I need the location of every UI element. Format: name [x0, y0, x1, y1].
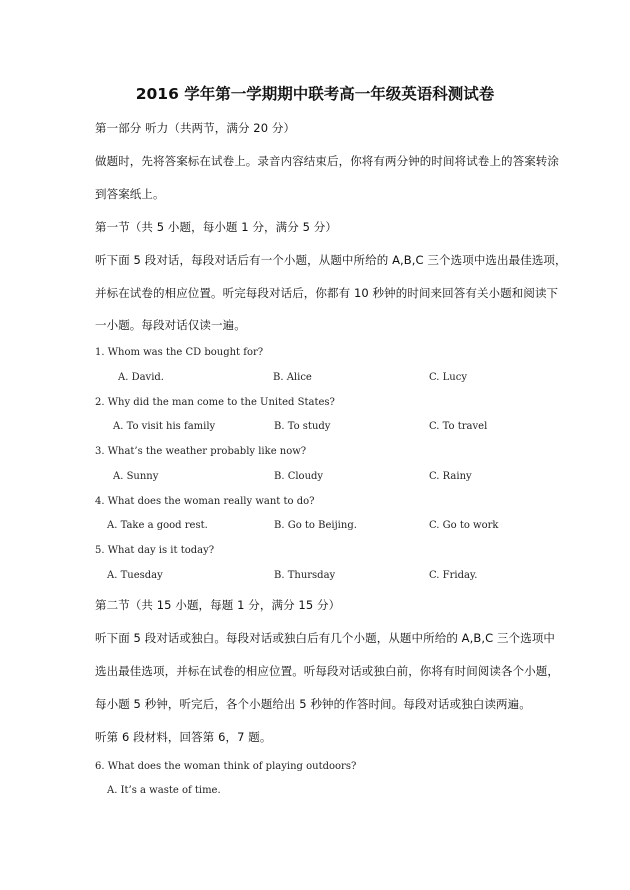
question-5: 5. What day is it today?: [95, 545, 215, 556]
section2-line-3: 每小题 5 秒钟，听完后，各个小题给出 5 秒钟的作答时间。每段对话或独白读两遍。: [95, 697, 531, 711]
question-1: 1. Whom was the CD bought for?: [95, 347, 264, 358]
question-1-option-c: C. Lucy: [429, 372, 467, 383]
page-title: 2016 学年第一学期期中联考高一年级英语科测试卷: [135, 85, 495, 103]
question-5-option-a: A. Tuesday: [107, 570, 163, 581]
question-1-option-b: B. Alice: [273, 372, 312, 383]
part1-heading: 第一部分 听力（共两节，满分 20 分）: [95, 121, 296, 135]
question-5-option-b: B. Thursday: [274, 570, 336, 581]
question-1-option-a: A. David.: [118, 372, 164, 383]
question-4-option-a: A. Take a good rest.: [107, 520, 208, 531]
question-2-option-a: A. To visit his family: [113, 421, 216, 432]
question-3-option-a: A. Sunny: [113, 471, 159, 482]
section2-heading: 第二节（共 15 小题，每题 1 分，满分 15 分）: [95, 598, 341, 612]
question-4: 4. What does the woman really want to do?: [95, 496, 315, 507]
section2-line-1: 听下面 5 段对话或独白。每段对话或独白后有几个小题，从题中所给的 A,B,C 三个选项中: [95, 631, 556, 645]
section2-line-2: 选出最佳选项，并标在试卷的相应位置。听每段对话或独白前，你将有时间阅读各个小题，: [95, 664, 559, 678]
question-4-option-c: C. Go to work: [429, 520, 499, 531]
question-3: 3. What’s the weather probably like now?: [95, 446, 307, 457]
question-6-option-a: A. It’s a waste of time.: [107, 785, 221, 796]
instructions-line-2: 到答案纸上。: [95, 187, 165, 201]
question-3-option-c: C. Rainy: [429, 471, 472, 482]
section1-line-2: 并标在试卷的相应位置。听完每段对话后，你都有 10 秒钟的时间来回答有关小题和阅读下: [95, 286, 559, 300]
question-5-option-c: C. Friday.: [429, 570, 478, 581]
section2-material: 听第 6 段材料，回答第 6，7 题。: [95, 730, 272, 744]
section1-line-3: 一小题。每段对话仅读一遍。: [95, 318, 246, 332]
question-4-option-b: B. Go to Beijing.: [274, 520, 357, 531]
instructions-line-1: 做题时，先将答案标在试卷上。录音内容结束后，你将有两分钟的时间将试卷上的答案转涂: [95, 154, 559, 168]
section1-heading: 第一节（共 5 小题，每小题 1 分，满分 5 分）: [95, 220, 337, 234]
question-2-option-c: C. To travel: [429, 421, 488, 432]
question-6: 6. What does the woman think of playing outdoors?: [95, 761, 357, 772]
question-2-option-b: B. To study: [274, 421, 331, 432]
question-3-option-b: B. Cloudy: [274, 471, 324, 482]
question-2: 2. Why did the man come to the United States?: [95, 397, 335, 408]
section1-line-1: 听下面 5 段对话，每段对话后有一个小题，从题中所给的 A,B,C 三个选项中选出最佳选项，: [95, 253, 567, 267]
